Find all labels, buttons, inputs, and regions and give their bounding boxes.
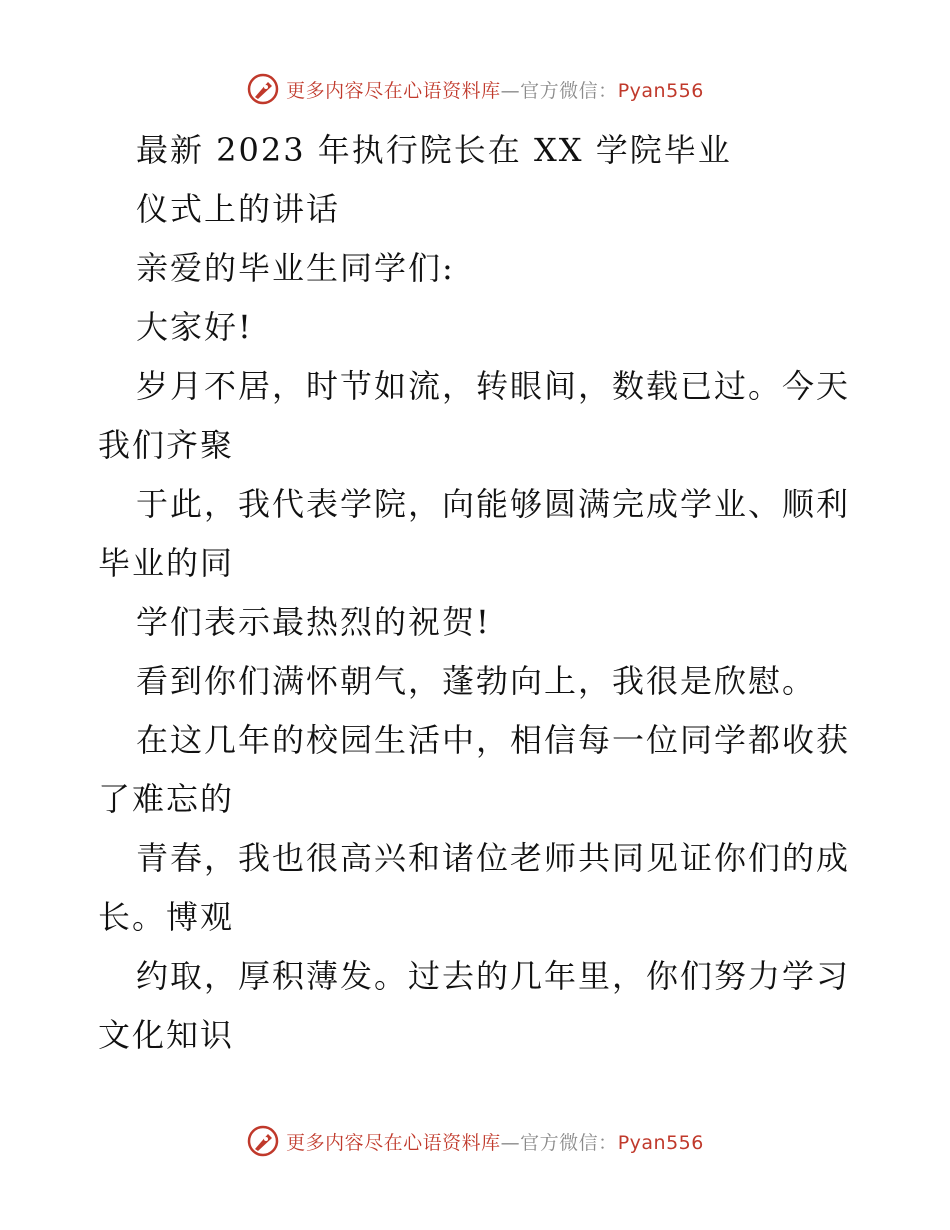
- text-line: 最新 2023 年执行院长在 XX 学院毕业: [136, 131, 732, 169]
- footer-banner: [0, 1124, 950, 1158]
- text-line: 学们表示最热烈的祝贺!: [136, 603, 491, 641]
- text-line: 看到你们满怀朝气，蓬勃向上，我很是欣慰。: [136, 662, 817, 700]
- text-line: 岁月不居，时节如流，转眼间，数载已过。今天: [136, 367, 851, 405]
- text-line: 大家好!: [136, 308, 253, 346]
- document-body: [98, 121, 858, 1065]
- text-line: 于此，我代表学院，向能够圆满完成学业、顺利: [136, 485, 851, 523]
- text-line: 在这几年的校园生活中，相信每一位同学都收获: [136, 721, 851, 759]
- text-line: 长。博观: [98, 898, 235, 936]
- text-line: 了难忘的: [98, 780, 235, 818]
- text-line: 青春，我也很高兴和诸位老师共同见证你们的成: [136, 839, 851, 877]
- text-line: 毕业的同: [98, 544, 235, 582]
- pen-nib-logo-icon: [246, 1124, 280, 1158]
- header-banner: [0, 72, 950, 106]
- text-line: 我们齐聚: [98, 426, 235, 464]
- text-line: 文化知识: [98, 1016, 235, 1054]
- banner-text: 更多内容尽在心语资料库—官方微信：Pyan556: [286, 1131, 704, 1154]
- text-line: 约取，厚积薄发。过去的几年里，你们努力学习: [136, 957, 851, 995]
- pen-nib-logo-icon: [246, 72, 280, 106]
- banner-text: 更多内容尽在心语资料库—官方微信：Pyan556: [286, 79, 704, 102]
- text-line: 仪式上的讲话: [136, 190, 341, 228]
- text-line: 亲爱的毕业生同学们:: [136, 249, 455, 287]
